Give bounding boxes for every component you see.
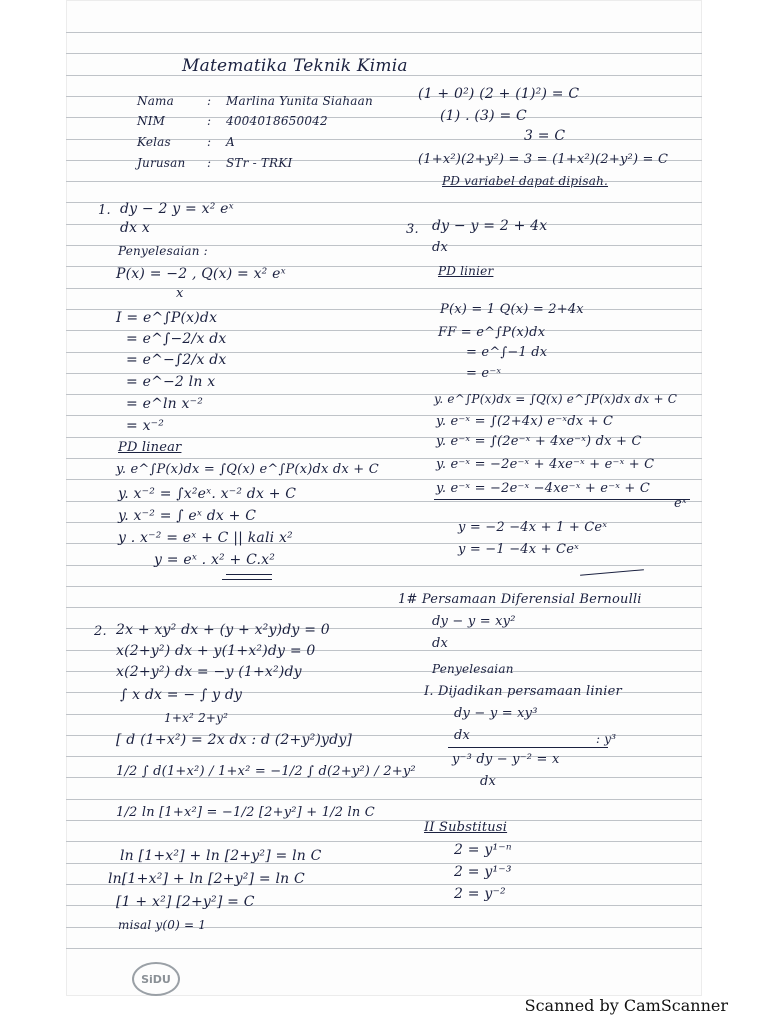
ruled-line: [66, 53, 702, 54]
work-line: y⁻³ dy − y⁻² = x: [452, 752, 560, 767]
work-line: y. e⁻ˣ = ∫(2e⁻ˣ + 4xe⁻ˣ) dx + C: [436, 434, 642, 449]
work-line: y. e⁻ˣ = ∫(2+4x) e⁻ˣdx + C: [436, 414, 614, 429]
id-value-nama: Marlina Yunita Siahaan: [226, 94, 373, 108]
pd-linear-label: PD linear: [118, 440, 182, 455]
ruled-line: [66, 479, 702, 480]
work-line: ln [1+x²] + ln [2+y²] = ln C: [120, 848, 322, 864]
ruled-line: [66, 586, 702, 587]
id-sep: :: [207, 156, 212, 170]
equation: dy − y = xy²: [432, 614, 516, 629]
problem-number: 2.: [94, 624, 107, 639]
ruled-line: [66, 607, 702, 608]
id-value-jurusan: STr - TRKI: [226, 156, 293, 170]
integrating-factor-line: = e^∫−2/x dx: [126, 331, 227, 347]
work-line: eˣ: [674, 496, 687, 511]
final-answer: y = −1 −4x + Ceˣ: [458, 542, 579, 557]
work-line: = e^∫−1 dx: [466, 345, 548, 360]
id-label-nim: NIM: [137, 114, 166, 128]
ruled-line: [66, 948, 702, 949]
work-line: 2 = y¹⁻³: [454, 864, 512, 880]
work-line: x(2+y²) dx = −y (1+x²)dy: [116, 664, 302, 680]
work-line: 1/2 ln [1+x²] = −1/2 [2+y²] + 1/2 ln C: [116, 805, 375, 820]
notebook-logo: SiDU: [132, 962, 180, 996]
pq-line: P(x) = −2 , Q(x) = x² eˣ: [116, 266, 286, 282]
scanner-watermark: Scanned by CamScanner: [524, 996, 728, 1015]
work-line: FF = e^∫P(x)dx: [438, 325, 546, 340]
equation-denominator: dx: [432, 636, 449, 651]
pq-denominator: x: [176, 286, 184, 301]
equation-denominator: dx x: [120, 220, 151, 236]
solution-line: y . x⁻² = eˣ + C || kali x²: [118, 530, 293, 546]
work-line: = e⁻ˣ: [466, 366, 502, 381]
double-underline: [222, 579, 272, 580]
pd-linier-label: PD linier: [438, 264, 494, 278]
work-line: 1/2 ∫ d(1+x²) / 1+x² = −1/2 ∫ d(2+y²) / 2+y²: [116, 764, 416, 779]
ruled-line: [66, 799, 702, 800]
work-line: (1) . (3) = C: [440, 108, 527, 124]
equation: dy − y = 2 + 4x: [432, 218, 548, 234]
problem-number: 1.: [98, 203, 111, 218]
equation-denominator: dx: [432, 240, 449, 255]
work-line: ∫ x dx = − ∫ y dy: [120, 687, 243, 703]
id-sep: :: [207, 94, 212, 108]
work-line: [1 + x²] [2+y²] = C: [116, 894, 255, 910]
work-line: y. e⁻ˣ = −2e⁻ˣ + 4xe⁻ˣ + e⁻ˣ + C: [436, 457, 655, 472]
work-line: ln[1+x²] + ln [2+y²] = ln C: [108, 871, 305, 887]
work-line: (1+x²)(2+y²) = 3 = (1+x²)(2+y²) = C: [418, 152, 669, 167]
id-sep: :: [207, 114, 212, 128]
id-label-nama: Nama: [137, 94, 174, 108]
work-line: dy − y = xy³: [454, 706, 538, 721]
work-line: 3 = C: [524, 128, 566, 144]
ruled-line: [66, 32, 702, 33]
solution-label: Penyelesaian :: [118, 244, 208, 258]
divider-line: [434, 499, 690, 500]
problem-number: 3.: [406, 222, 419, 237]
work-line: y = −2 −4x + 1 + Ceˣ: [458, 520, 608, 535]
work-line: 2 = y⁻²: [454, 886, 506, 902]
integrating-factor-line: = e^−∫2/x dx: [126, 352, 227, 368]
solution-line: y. e^∫P(x)dx = ∫Q(x) e^∫P(x)dx dx + C: [116, 462, 379, 477]
integrating-factor-line: = x⁻²: [126, 418, 165, 434]
ruled-line: [66, 714, 702, 715]
section-title: 1# Persamaan Diferensial Bernoulli: [398, 592, 642, 607]
work-line: P(x) = 1 Q(x) = 2+4x: [440, 302, 584, 317]
equation: dy − 2 y = x² eˣ: [120, 201, 234, 217]
work-line: : y³: [596, 732, 617, 746]
double-underline: [226, 574, 272, 575]
integrating-factor-line: I = e^∫P(x)dx: [116, 310, 218, 326]
id-value-kelas: A: [226, 135, 235, 149]
step-label: I. Dijadikan persamaan linier: [424, 684, 622, 699]
work-line: x(2+y²) dx + y(1+x²)dy = 0: [116, 643, 316, 659]
integrating-factor-line: = e^ln x⁻²: [126, 396, 204, 412]
work-line: 2x + xy² dx + (y + x²y)dy = 0: [116, 622, 330, 638]
work-line: dx: [480, 774, 497, 789]
work-line: 2 = y¹⁻ⁿ: [454, 842, 512, 858]
step-label: II Substitusi: [424, 820, 508, 835]
integrating-factor-line: = e^−2 ln x: [126, 374, 216, 390]
work-line: misal y(0) = 1: [118, 918, 207, 932]
work-line: [ d (1+x²) = 2x dx : d (2+y²)ydy]: [116, 732, 353, 748]
ruled-line: [66, 224, 702, 225]
ruled-line: [66, 756, 702, 757]
work-line: y. e^∫P(x)dx = ∫Q(x) e^∫P(x)dx dx + C: [434, 392, 678, 406]
work-line: (1 + 0²) (2 + (1)²) = C: [418, 86, 580, 102]
id-label-kelas: Kelas: [137, 135, 171, 149]
id-value-nim: 4004018650042: [226, 114, 328, 128]
id-sep: :: [207, 135, 212, 149]
id-label-jurusan: Jurusan: [137, 156, 186, 170]
page-title: Matematika Teknik Kimia: [182, 56, 408, 76]
solution-line: y. x⁻² = ∫x²eˣ. x⁻² dx + C: [118, 486, 297, 502]
divider-line: [448, 747, 608, 748]
solution-label: Penyelesaian: [432, 662, 514, 676]
work-line: dx: [454, 728, 471, 743]
solution-line: y. x⁻² = ∫ eˣ dx + C: [118, 508, 257, 524]
final-answer: y = eˣ . x² + C.x²: [154, 552, 276, 568]
work-line: y. e⁻ˣ = −2e⁻ˣ −4xe⁻ˣ + e⁻ˣ + C: [436, 481, 650, 496]
ruled-line: [66, 841, 702, 842]
conclusion-label: PD variabel dapat dipisah.: [442, 174, 609, 188]
ruled-line: [66, 820, 702, 821]
ruled-line: [66, 288, 702, 289]
work-line: 1+x² 2+y²: [164, 711, 229, 725]
